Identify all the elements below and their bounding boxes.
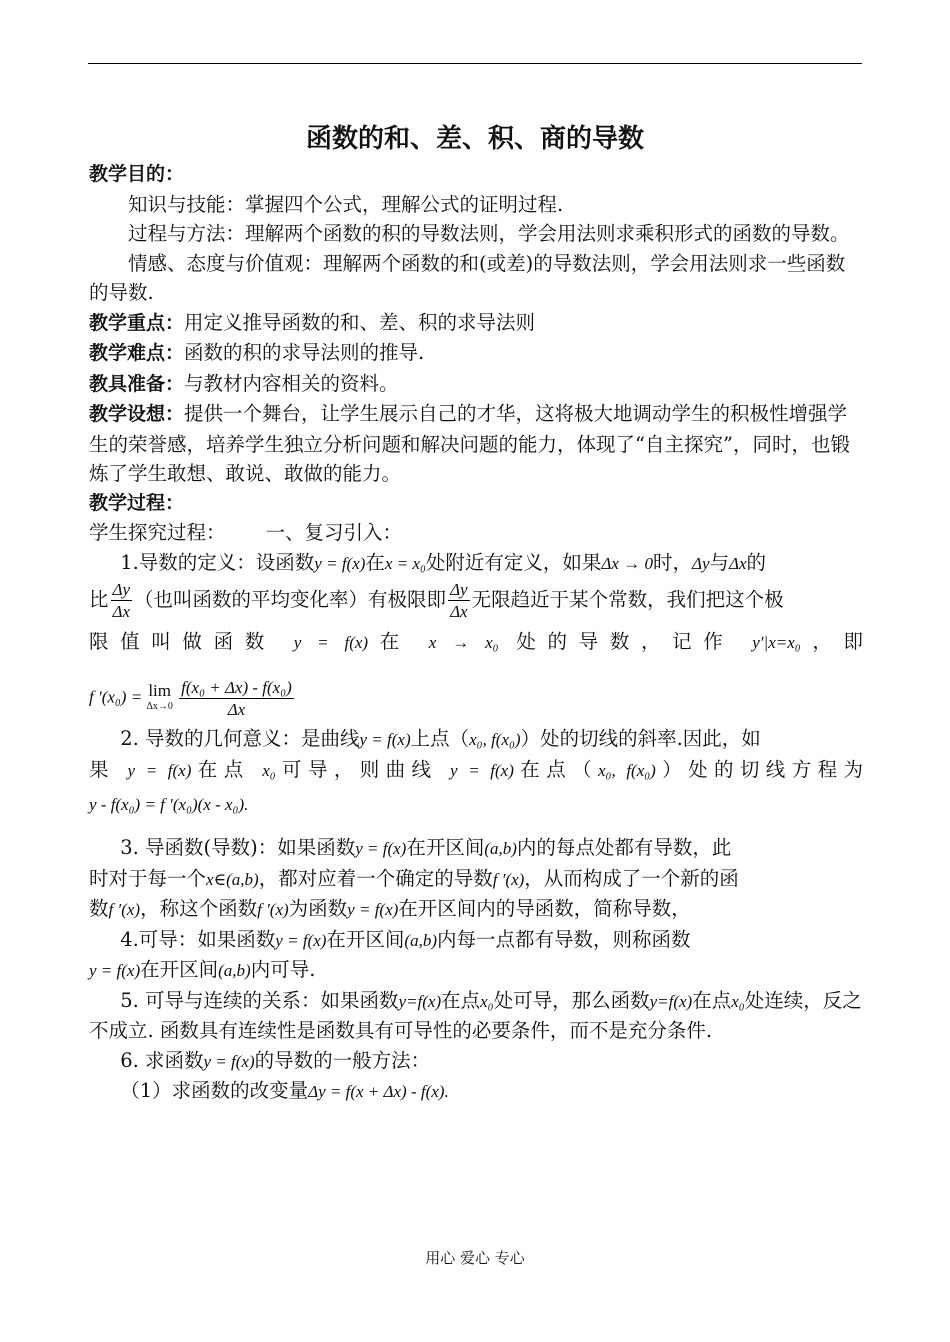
page-title: 函数的和、差、积、商的导数 — [305, 124, 644, 154]
text: ，即 — [800, 630, 863, 653]
fraction-denominator: Δx — [450, 602, 468, 621]
limit-text: lim — [148, 680, 171, 700]
math-expr: y = f(x) — [359, 730, 411, 749]
text: 果 — [89, 757, 115, 781]
key-point-label: 教学重点： — [89, 311, 185, 334]
design-label: 教学设想： — [89, 403, 185, 425]
text: （也叫函数的平均变化率）有极限即 — [134, 588, 447, 611]
text: 4.可导：如果函数 — [120, 927, 276, 951]
derivative-definition-formula — [89, 677, 863, 720]
text: 在开区间 — [140, 958, 219, 981]
text: 在点 — [441, 988, 481, 1012]
math-expr: f ′(x) — [492, 869, 525, 889]
tools-label: 教具准备： — [89, 372, 185, 395]
item-3-line-2 — [89, 864, 863, 895]
text: 处的导数，记作 — [516, 630, 735, 653]
text: 可导，则曲线 — [275, 757, 438, 781]
limit-subscript: Δx→0 — [146, 700, 173, 712]
text: 处可导，那么函数 — [493, 988, 650, 1012]
text: 与 — [709, 550, 730, 574]
text: 时， — [652, 550, 692, 574]
text: 处附近有定义，如果 — [425, 550, 602, 574]
math-expr: y=f(x) — [398, 991, 442, 1011]
text: 在点 — [692, 988, 732, 1012]
math-expr: x∈(a,b) — [206, 869, 259, 889]
fraction-numerator: Δy — [450, 580, 468, 599]
math-expr: y = f(x) — [203, 1051, 255, 1071]
math-expr: y = f(x) — [275, 930, 327, 950]
text: 为函数 — [288, 897, 348, 920]
math-expr: y = f(x) — [293, 633, 369, 652]
item-3-line-3 — [89, 894, 863, 925]
fraction-numerator: Δy — [112, 580, 131, 599]
item-4-line-1 — [89, 925, 863, 956]
process-heading: 教学过程： — [89, 491, 185, 514]
math-expr: x₀, f(x₀) — [597, 760, 656, 780]
formula-denominator: Δx — [227, 700, 246, 719]
header-rule — [88, 63, 862, 64]
text: 内可导. — [250, 958, 316, 981]
math-expr: Δy — [691, 553, 710, 573]
text: 在点（ — [513, 757, 598, 781]
tools-prep — [89, 369, 863, 400]
item-5 — [89, 986, 863, 1046]
text: 1.导数的定义：设函数 — [120, 550, 315, 574]
math-expr: y′|x=x₀ — [752, 633, 801, 652]
objective-knowledge: 知识与技能：掌握四个公式，理解公式的证明过程. — [128, 192, 564, 216]
tools-text: 与教材内容相关的资料。 — [184, 371, 399, 395]
text: 3. 导函数(导数)：如果函数 — [120, 836, 356, 859]
tangent-line-equation: y - f(x₀) = f ′(x₀)(x - x₀). — [89, 795, 249, 814]
text: 数 — [89, 897, 109, 920]
text: 在开区间 — [326, 927, 405, 951]
math-expr: Δx → 0 — [601, 553, 653, 573]
text: 比 — [89, 588, 109, 611]
explore-line — [89, 518, 863, 548]
item-1-line-1 — [89, 548, 863, 579]
item-6 — [89, 1046, 863, 1077]
text: 时对于每一个 — [89, 866, 207, 890]
text: ，从而构成了一个新的函 — [524, 866, 739, 890]
math-expr: Δx — [729, 553, 747, 573]
math-expr: (a,b) — [218, 961, 251, 980]
text: 2. 导数的几何意义：是曲线 — [120, 727, 360, 750]
text: 限值叫做函数 — [89, 630, 276, 653]
math-expr: x₀, f(x₀) — [469, 730, 521, 749]
text: 处连续，反之不成立. 函数具有连续性是函数具有可导性的必要条件，而不是充分条件. — [89, 988, 862, 1042]
objective-process: 过程与方法：理解两个函数的积的导数法则，学会用法则求乘积形式的函数的导数。 — [128, 222, 850, 245]
fraction-denominator: Δx — [112, 602, 131, 621]
limit-operator — [146, 680, 173, 715]
math-expr: Δy = f(x + Δx) - f(x). — [308, 1082, 449, 1101]
math-expr: x = x₀ — [384, 553, 426, 573]
math-expr: f ′(x) — [257, 900, 289, 919]
text: 在点 — [191, 757, 250, 781]
fraction-dy-dx-2 — [448, 579, 470, 622]
item-4-line-2 — [89, 955, 863, 986]
math-expr: y = f(x) — [314, 553, 366, 573]
text: ）处的切线的斜率.因此，如 — [520, 727, 761, 750]
key-point — [89, 308, 863, 339]
text: 的 — [746, 550, 767, 574]
text: ）处的切线方程为 — [655, 757, 863, 781]
fraction-dy-dx — [111, 579, 133, 622]
difficulty-text: 函数的积的求导法则的推导. — [184, 341, 425, 364]
text: 上点（ — [410, 727, 470, 750]
difficulty-point — [89, 338, 863, 369]
item-1-line-2 — [89, 578, 863, 622]
formula-lhs: f ′(x₀) = — [89, 687, 147, 707]
text: 无限趋近于某个常数，我们把这个极 — [471, 588, 784, 611]
math-expr: x → x₀ — [428, 633, 499, 652]
item-3-line-1 — [89, 833, 863, 864]
item-2-line-2 — [89, 755, 863, 786]
text: 的导数的一般方法： — [254, 1048, 431, 1072]
math-expr: f ′(x) — [108, 900, 141, 919]
text: 内每一点都有导数，则称函数 — [437, 927, 691, 951]
text: 在 — [368, 630, 411, 653]
key-point-text: 用定义推导函数的和、差、积的求导法则 — [184, 310, 536, 334]
design-text: 提供一个舞台，让学生展示自己的才华，这将极大地调动学生的积极性增强学生的荣誉感，培养学生独立分析问题和解决问题的能力，体现了“自主探究”，同时，也锻炼了学生敢想、敢说、敢做的能力。 — [89, 402, 850, 485]
math-expr: (a,b) — [484, 839, 517, 858]
text: 5. 可导与连续的关系：如果函数 — [120, 988, 399, 1012]
math-expr: y = f(x) — [89, 961, 141, 980]
text: ，都对应着一个确定的导数 — [258, 866, 493, 890]
math-expr: y = f(x) — [347, 900, 399, 919]
item-6-step-1 — [89, 1076, 863, 1107]
math-expr: y = f(x) — [355, 839, 407, 858]
math-expr: y = f(x) — [450, 760, 514, 780]
formula-fraction — [179, 677, 294, 720]
math-expr: x₀ — [262, 760, 276, 780]
text: 在 — [365, 550, 385, 574]
page-footer: 用心 爱心 专心 — [425, 1249, 525, 1267]
text: 6. 求函数 — [120, 1048, 204, 1072]
text: 在开区间 — [406, 836, 485, 859]
text: ，称这个函数 — [140, 897, 258, 920]
teaching-design — [89, 399, 863, 489]
objective-emotion: 情感、态度与价值观：理解两个函数的和(或差)的导数法则，学会用法则求一些函数的导数. — [89, 251, 846, 304]
difficulty-label: 教学难点： — [89, 342, 185, 364]
math-expr: x₀ — [731, 991, 745, 1011]
math-expr: y = f(x) — [127, 760, 192, 780]
text: 内的每点处都有导数，此 — [516, 836, 732, 859]
explore-left: 学生探究过程： — [89, 521, 226, 544]
item-1-line-3 — [89, 622, 863, 663]
explore-right: 一、复习引入： — [265, 521, 403, 544]
document-body — [89, 160, 863, 1107]
objectives-heading: 教学目的： — [89, 163, 185, 185]
math-expr: (a,b) — [404, 930, 437, 950]
item-2-line-1 — [89, 724, 863, 755]
math-expr: x₀ — [480, 991, 494, 1011]
text: 在开区间内的导函数，简称导数， — [398, 897, 691, 920]
text: （1）求函数的改变量 — [120, 1079, 309, 1102]
formula-numerator: f(x₀ + Δx) - f(x₀) — [181, 678, 292, 697]
math-expr: y=f(x) — [649, 991, 693, 1011]
